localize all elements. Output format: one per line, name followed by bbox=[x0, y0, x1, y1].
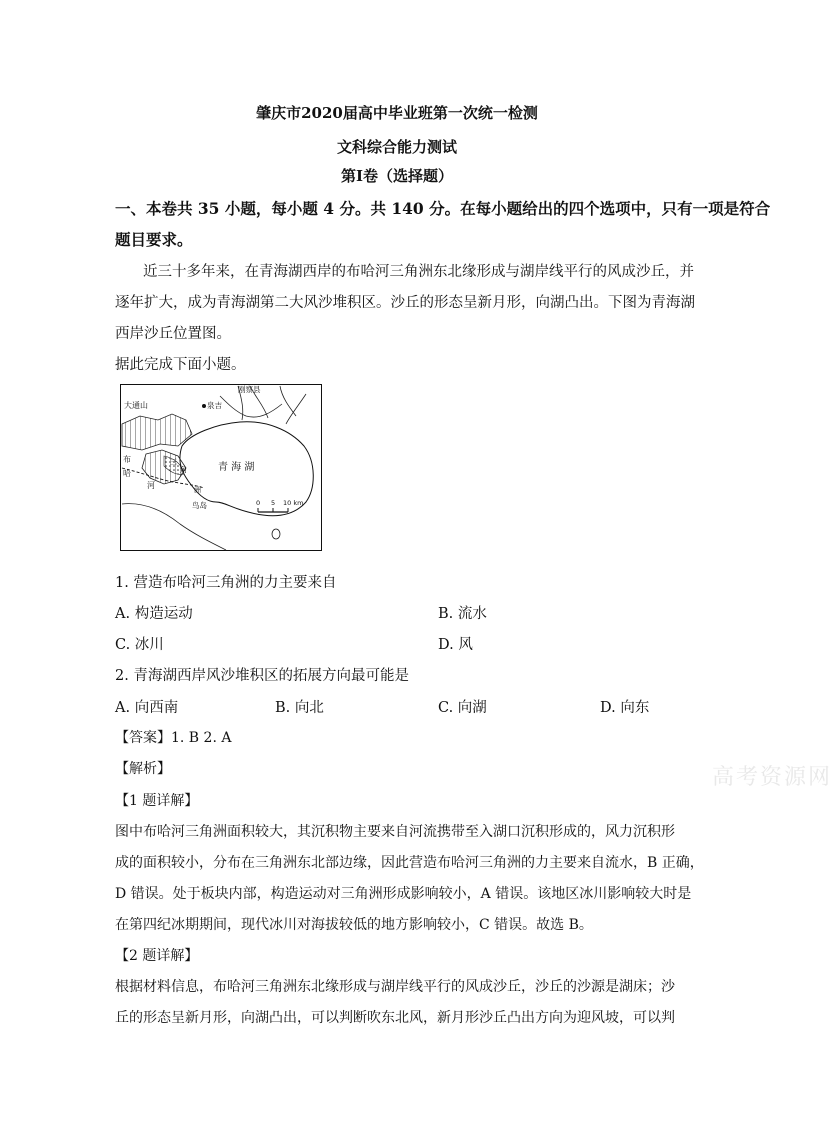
q2-analysis-heading: 【2 题详解】 bbox=[115, 948, 199, 964]
document-title: 肇庆市2020届高中毕业班第一次统一检测 bbox=[256, 104, 538, 122]
passage-line1: 近三十多年来，在青海湖西岸的布哈河三角洲东北缘形成与湖岸线平行的风成沙丘，并 bbox=[143, 264, 694, 280]
delta-label-1: 三 bbox=[170, 458, 177, 466]
question-1-option-b: B. 流水 bbox=[438, 606, 487, 622]
river-label-2: 哈 bbox=[123, 469, 131, 478]
island-label: 鸟岛 bbox=[192, 501, 207, 510]
small-island bbox=[272, 529, 280, 539]
question-1-option-d: D. 风 bbox=[438, 637, 473, 653]
volume-heading: 第Ⅰ卷（选择题） bbox=[340, 167, 454, 185]
lake-label: 青 海 湖 bbox=[218, 462, 255, 473]
qinghai-lake-map bbox=[120, 384, 322, 551]
q2-analysis-line: 根据材料信息，布哈河三角洲东北缘形成与湖岸线平行的风成沙丘，沙丘的沙源是湖床；沙 bbox=[115, 979, 675, 995]
analysis-label: 【解析】 bbox=[115, 761, 171, 777]
question-1-option-c: C. 冰川 bbox=[115, 637, 164, 653]
mountain-label: 大通山 bbox=[124, 401, 148, 410]
q1-analysis-line: 在第四纪冰期期间，现代冰川对海拔较低的地方影响较小，C 错误。故选 B。 bbox=[115, 917, 593, 933]
delta-label-3: 洲 bbox=[194, 486, 201, 494]
question-2-option-b: B. 向北 bbox=[275, 700, 324, 716]
question-2-stem: 2. 青海湖西岸风沙堆积区的拓展方向最可能是 bbox=[115, 668, 409, 684]
q2-analysis-line: 丘的形态呈新月形，向湖凸出，可以判断吹东北风，新月形沙丘凸出方向为迎风坡，可以判 bbox=[115, 1010, 675, 1026]
town-marker bbox=[202, 404, 206, 408]
q1-analysis-line: 图中布哈河三角洲面积较大，其沉积物主要来自河流携带至入湖口沉积形成的，风力沉积形 bbox=[115, 824, 675, 840]
scale-tick-5: 5 bbox=[271, 499, 276, 507]
question-2-option-a: A. 向西南 bbox=[115, 700, 179, 716]
delta-label-2: 角 bbox=[180, 466, 187, 474]
section-instruction-line2: 题目要求。 bbox=[115, 230, 193, 249]
passage-line2: 逐年扩大，成为青海湖第二大风沙堆积区。沙丘的形态呈新月形，向湖凸出。下图为青海湖 bbox=[115, 295, 695, 311]
scale-tick-10: 10 km bbox=[283, 499, 304, 507]
document-subtitle: 文科综合能力测试 bbox=[336, 138, 457, 156]
passage-instruction: 据此完成下面小题。 bbox=[115, 357, 246, 373]
river-label-3: 河 bbox=[147, 481, 155, 490]
watermark: 高考资源网 bbox=[712, 765, 832, 790]
scale-tick-0: 0 bbox=[256, 499, 261, 507]
section-instruction-line1: 一、本卷共 35 小题，每小题 4 分。共 140 分。在每小题给出的四个选项中，只有一项是符合 bbox=[115, 199, 771, 218]
town-label: 泉吉 bbox=[207, 401, 222, 410]
river-label-1: 布 bbox=[123, 455, 131, 464]
question-1-stem: 1. 营造布哈河三角洲的力主要来自 bbox=[115, 575, 337, 591]
q1-analysis-line: D 错误。处于板块内部，构造运动对三角洲形成影响较小，A 错误。该地区冰川影响较大时是 bbox=[115, 886, 692, 902]
q1-analysis-heading: 【1 题详解】 bbox=[115, 793, 199, 809]
q1-analysis-line: 成的面积较小，分布在三角洲东北部边缘，因此营造布哈河三角洲的力主要来自流水，B 正确， bbox=[115, 855, 704, 871]
question-2-option-c: C. 向湖 bbox=[438, 700, 487, 716]
answer-line: 【答案】1. B 2. A bbox=[115, 730, 232, 746]
question-1-option-a: A. 构造运动 bbox=[115, 606, 193, 622]
county-label: 刚察县 bbox=[238, 385, 261, 394]
passage-line3: 西岸沙丘位置图。 bbox=[115, 326, 231, 342]
question-2-option-d: D. 向东 bbox=[600, 700, 650, 716]
